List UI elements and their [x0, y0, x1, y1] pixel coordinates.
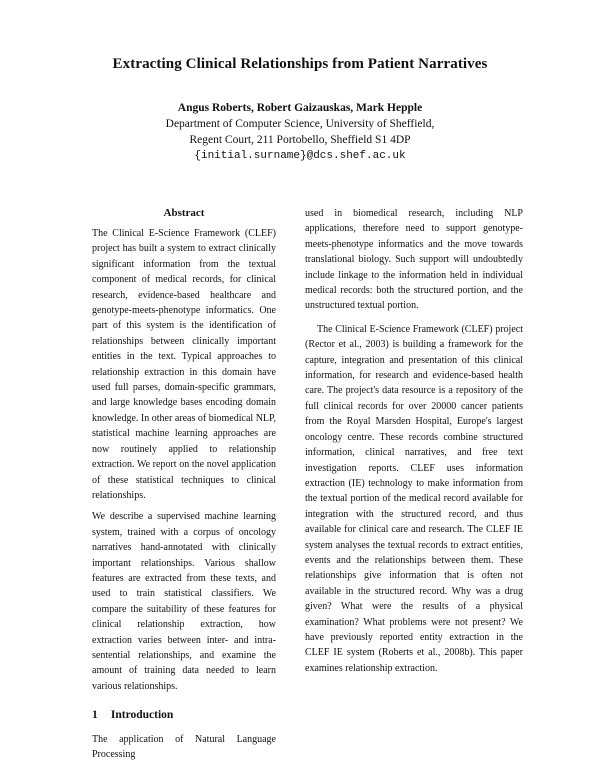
body-paragraph-1: used in biomedical research, including NLP applications, therefore need to support genotype-meets-phenotype informatics and the move towards translational biology. Such support will undoubtedly include linkage to the information held in individual medical records: both the structured portion, and the unstructured textual portion.	[305, 208, 523, 312]
right-column	[305, 206, 523, 684]
section-heading-introduction	[92, 708, 276, 723]
body-paragraph-2: The Clinical E-Science Framework (CLEF) project (Rector et al., 2003) is building a framework for the capture, integration and presentation of this clinical information, for research and evidence-based health care. The project's data resource is a repository of the full clinical records for over 20000 cancer patients from the Royal Marsden Hospital, Europe's largest oncology centre. These records combine structured information, clinical narratives, and free text investigation reports. CLEF uses information extraction (IE) technology to make information from the textual portion of the medical record available for integration with the structured record, and thus available for clinical care and research. The CLEF IE system analyses the textual records to extract entities, events and the relationships between them. These relationships give information that is often not available in the structured record. Why was a drug given? What were the results of a physical examination? What problems were not present? We have previously reported entity extraction in the CLEF IE system (Roberts et al., 2008b). This paper examines relationship extraction.	[305, 323, 523, 674]
left-column	[92, 206, 276, 770]
author-email: {initial.surname}@dcs.shef.ac.uk	[194, 150, 406, 162]
author-names: Angus Roberts, Robert Gaizauskas, Mark Hepple	[177, 102, 423, 114]
abstract-heading: Abstract	[163, 207, 205, 219]
author-block	[0, 100, 600, 164]
introduction-first-line: The application of Natural Language Processing	[92, 733, 276, 760]
abstract-paragraph-2: We describe a supervised machine learning system, trained with a corpus of oncology narratives hand-annotated with clinically important relationships. Various shallow features are extracted from these texts, and used to train statistical classifiers. We compare the suitability of these features for clinical relationship extraction, how extraction varies between inter- and intra-sentential relationships, and examine the amount of training data needed to learn various relationships.	[92, 511, 276, 692]
affiliation-line-1: Department of Computer Science, University of Sheffield,	[165, 118, 435, 130]
abstract-paragraph-1: The Clinical E-Science Framework (CLEF) project has built a system to extract clinically significant information from the textual component of medical records, for clinical research, evidence-based healthcare and genotype-meets-phenotype informatics. One part of this system is the identification of relationships between clinically important entities in the text. Typical approaches to relationship extraction in this domain have used full parses, domain-specific grammars, and large knowledge bases encoding domain knowledge. In other areas of biomedical NLP, statistical machine learning approaches are now routinely applied to relationship extraction. We report on the novel application of these statistical techniques to clinical relationships.	[92, 228, 276, 501]
section-title: Introduction	[110, 709, 174, 722]
affiliation-line-2: Regent Court, 211 Portobello, Sheffield S1 4DP	[189, 134, 411, 146]
section-number: 1	[92, 709, 98, 722]
paper-title: Extracting Clinical Relationships from Patient Narratives	[112, 56, 488, 72]
